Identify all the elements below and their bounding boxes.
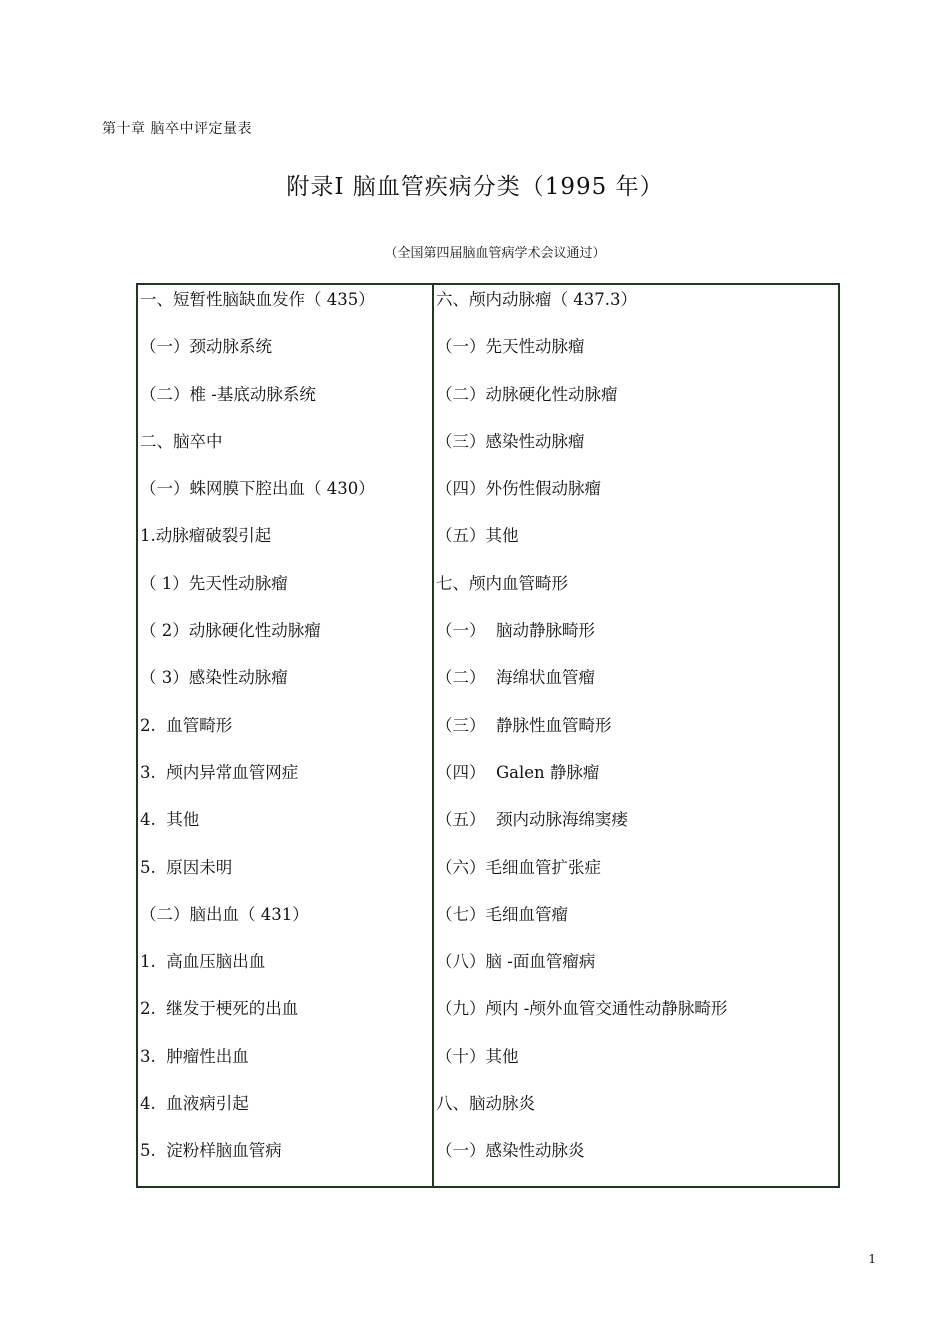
list-item: （一）先天性动脉瘤	[436, 337, 585, 357]
list-item: （ 1）先天性动脉瘤	[140, 573, 288, 593]
list-item: （ 3）感染性动脉瘤	[140, 668, 288, 688]
left-item-list	[140, 289, 375, 1188]
table-left-column	[138, 285, 434, 1186]
list-item: （一）颈动脉系统	[140, 337, 272, 357]
list-item: （二）椎 -基底动脉系统	[140, 384, 316, 404]
list-item: 八、脑动脉炎	[436, 1094, 535, 1114]
document-subtitle: （全国第四届脑血管病学术会议通过）	[384, 246, 606, 261]
list-item: 5. 淀粉样脑血管病	[140, 1141, 282, 1161]
list-item: 六、颅内动脉瘤（ 437.3）	[436, 290, 637, 309]
list-item: （三）感染性动脉瘤	[436, 431, 585, 451]
classification-table	[136, 283, 840, 1188]
list-item: （ 2）动脉硬化性动脉瘤	[140, 621, 321, 641]
list-item: 3. 颅内异常血管网症	[140, 762, 299, 782]
list-item: （四）外伤性假动脉瘤	[436, 479, 601, 499]
list-item: 1. 高血压脑出血	[140, 952, 266, 972]
list-item: （四） Galen 静脉瘤	[436, 762, 600, 782]
list-item: （十）其他	[436, 1046, 519, 1066]
list-item: （六）毛细血管扩张症	[436, 857, 601, 877]
list-item: 2. 继发于梗死的出血	[140, 999, 299, 1019]
list-item: （五） 颈内动脉海绵窦瘘	[436, 810, 628, 830]
page-number: 1	[868, 1252, 876, 1266]
list-item: （二）脑出血（ 431）	[140, 904, 309, 924]
table-right-column	[434, 285, 838, 1186]
document-title: 附录Ⅰ 脑血管疾病分类（1995 年）	[286, 174, 664, 200]
right-item-list	[436, 289, 727, 1188]
list-item: 一、短暂性脑缺血发作（ 435）	[140, 290, 375, 309]
list-item: 1.动脉瘤破裂引起	[140, 526, 272, 546]
list-item: 4. 其他	[140, 810, 200, 830]
list-item: （九）颅内 -颅外血管交通性动静脉畸形	[436, 999, 728, 1019]
list-item: （五）其他	[436, 526, 519, 546]
list-item: （二）动脉硬化性动脉瘤	[436, 384, 618, 404]
list-item: （三） 静脉性血管畸形	[436, 715, 612, 735]
list-item: （一）蛛网膜下腔出血（ 430）	[140, 479, 375, 499]
list-item: （八）脑 -面血管瘤病	[436, 952, 596, 972]
list-item: （七）毛细血管瘤	[436, 904, 568, 924]
chapter-header: 第十章 脑卒中评定量表	[102, 121, 252, 137]
list-item: （一） 脑动静脉畸形	[436, 621, 595, 641]
list-item: 5. 原因未明	[140, 857, 233, 877]
list-item: 七、颅内血管畸形	[436, 573, 568, 593]
list-item: （一）感染性动脉炎	[436, 1141, 585, 1161]
list-item: 4. 血液病引起	[140, 1094, 249, 1114]
list-item: 3. 肿瘤性出血	[140, 1046, 249, 1066]
list-item: 2. 血管畸形	[140, 715, 233, 735]
list-item: （二） 海绵状血管瘤	[436, 668, 595, 688]
list-item: 二、脑卒中	[140, 431, 223, 451]
